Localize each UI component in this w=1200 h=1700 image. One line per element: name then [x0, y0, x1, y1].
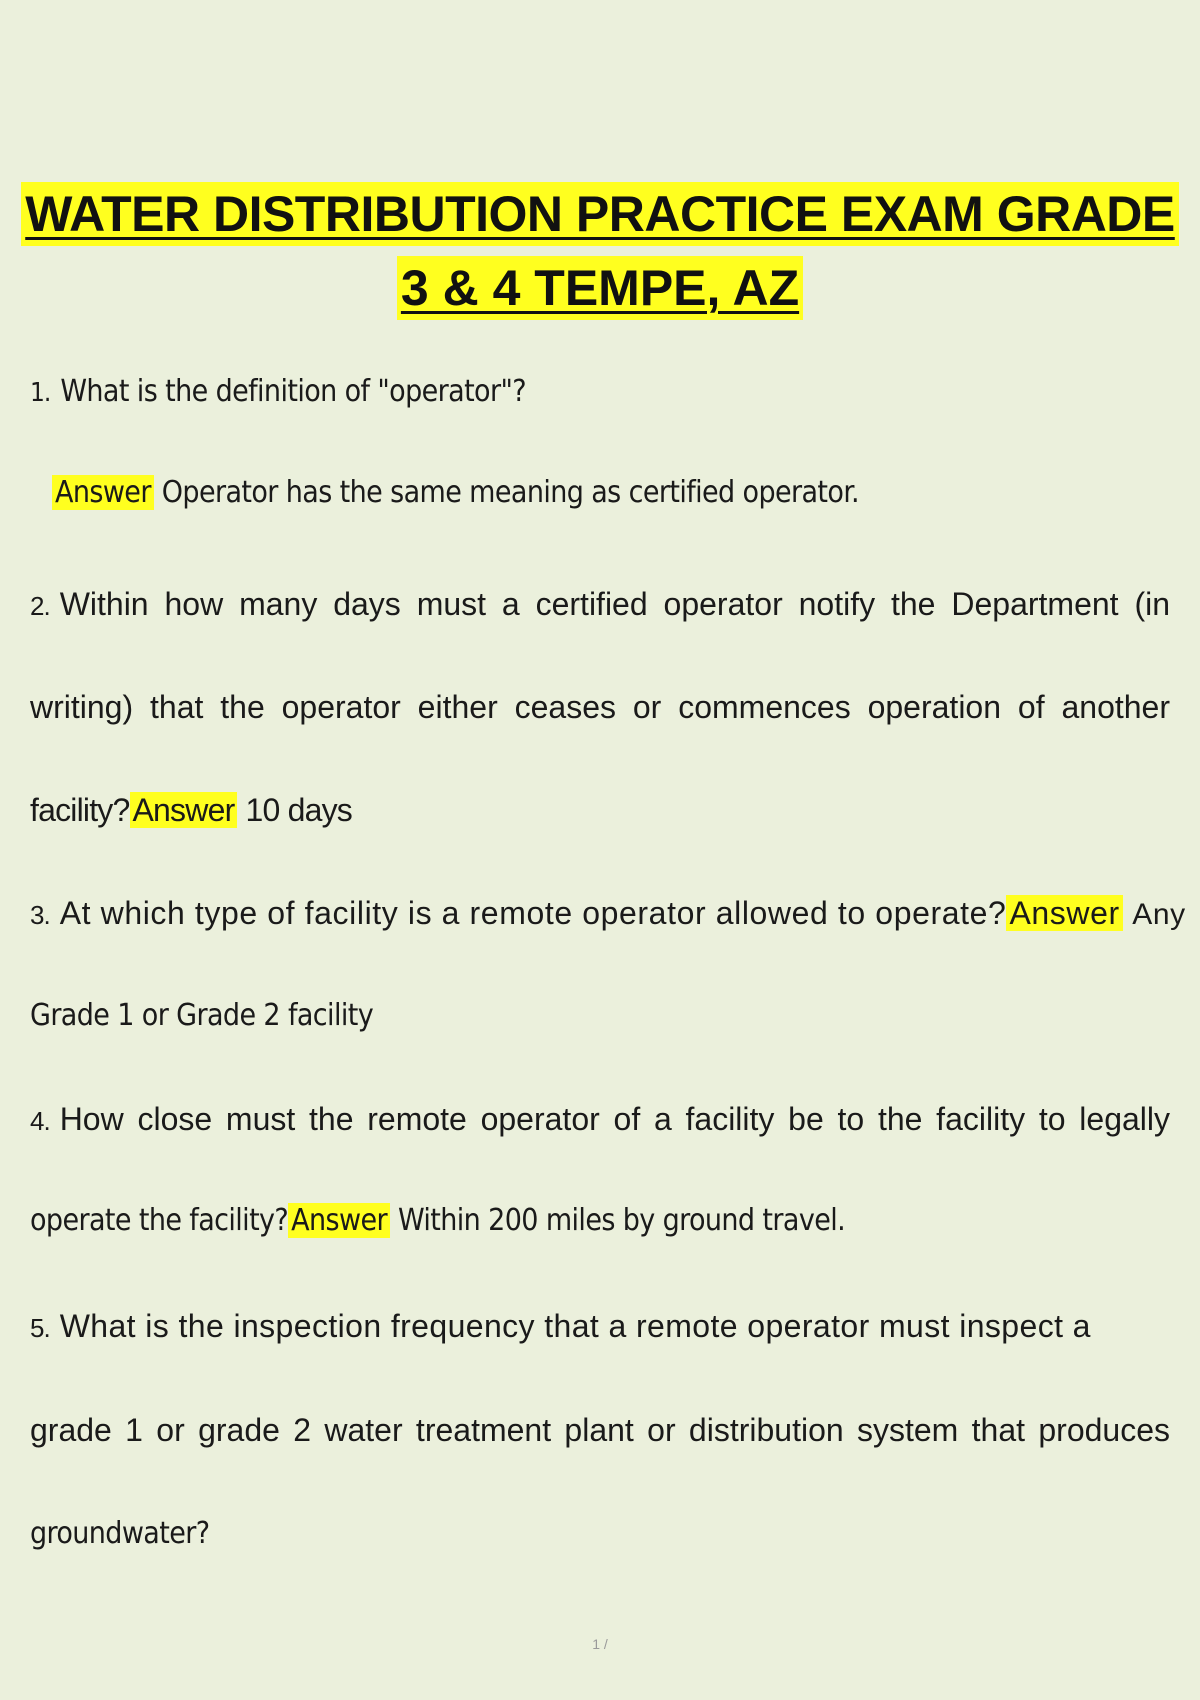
question-text: facility?: [30, 792, 130, 828]
answer-label: Answer: [130, 792, 238, 828]
question-text: At which type of facility is a remote operator allowed to operate?: [59, 895, 1007, 931]
question-2-line-3: [30, 788, 1170, 832]
question-text: What is the definition of "operator"?: [60, 374, 526, 409]
question-3-line-2: Grade 1 or Grade 2 facility: [30, 998, 374, 1033]
answer-label: Answer: [52, 475, 154, 510]
question-text: Within how many days must a certified operator notify the Department (in: [59, 586, 1170, 622]
answer-text: 10 days: [245, 792, 352, 828]
answer-label: Answer: [288, 1203, 390, 1238]
question-text: operate the facility?: [30, 1203, 289, 1238]
answer-text: Operator has the same meaning as certified operator.: [161, 475, 860, 510]
question-1: [30, 370, 1170, 415]
document-title: [0, 182, 1200, 330]
question-number: 2.: [30, 591, 50, 621]
answer-text: Any: [1132, 898, 1186, 931]
answer-1: [52, 471, 1192, 515]
question-number: 4.: [30, 1106, 50, 1136]
answer-text: Within 200 miles by ground travel.: [397, 1203, 846, 1238]
page-number: 1 /: [592, 1636, 608, 1652]
title-line-1: WATER DISTRIBUTION PRACTICE EXAM GRADE: [21, 182, 1179, 246]
question-text: How close must the remote operator of a facility be to the facility to legally: [59, 1101, 1170, 1137]
question-number: 5.: [30, 1313, 50, 1343]
question-text: What is the inspection frequency that a remote operator must inspect a: [59, 1308, 1091, 1344]
question-4-line-2: [30, 1199, 1170, 1243]
question-3-line-1: [30, 891, 1186, 937]
question-4-line-1: [30, 1097, 1170, 1143]
answer-label: Answer: [1006, 895, 1122, 931]
question-number: 1.: [30, 378, 51, 408]
question-5-line-2: grade 1 or grade 2 water treatment plant or distribution system that produces: [30, 1412, 1170, 1448]
question-2-line-1: [30, 582, 1170, 628]
question-2-line-2: writing) that the operator either ceases or commences operation of another: [30, 689, 1170, 725]
question-5-line-1: [30, 1304, 1170, 1350]
question-5-line-3: groundwater?: [30, 1516, 210, 1551]
question-number: 3.: [30, 900, 50, 930]
title-line-2: 3 & 4 TEMPE, AZ: [397, 256, 803, 320]
